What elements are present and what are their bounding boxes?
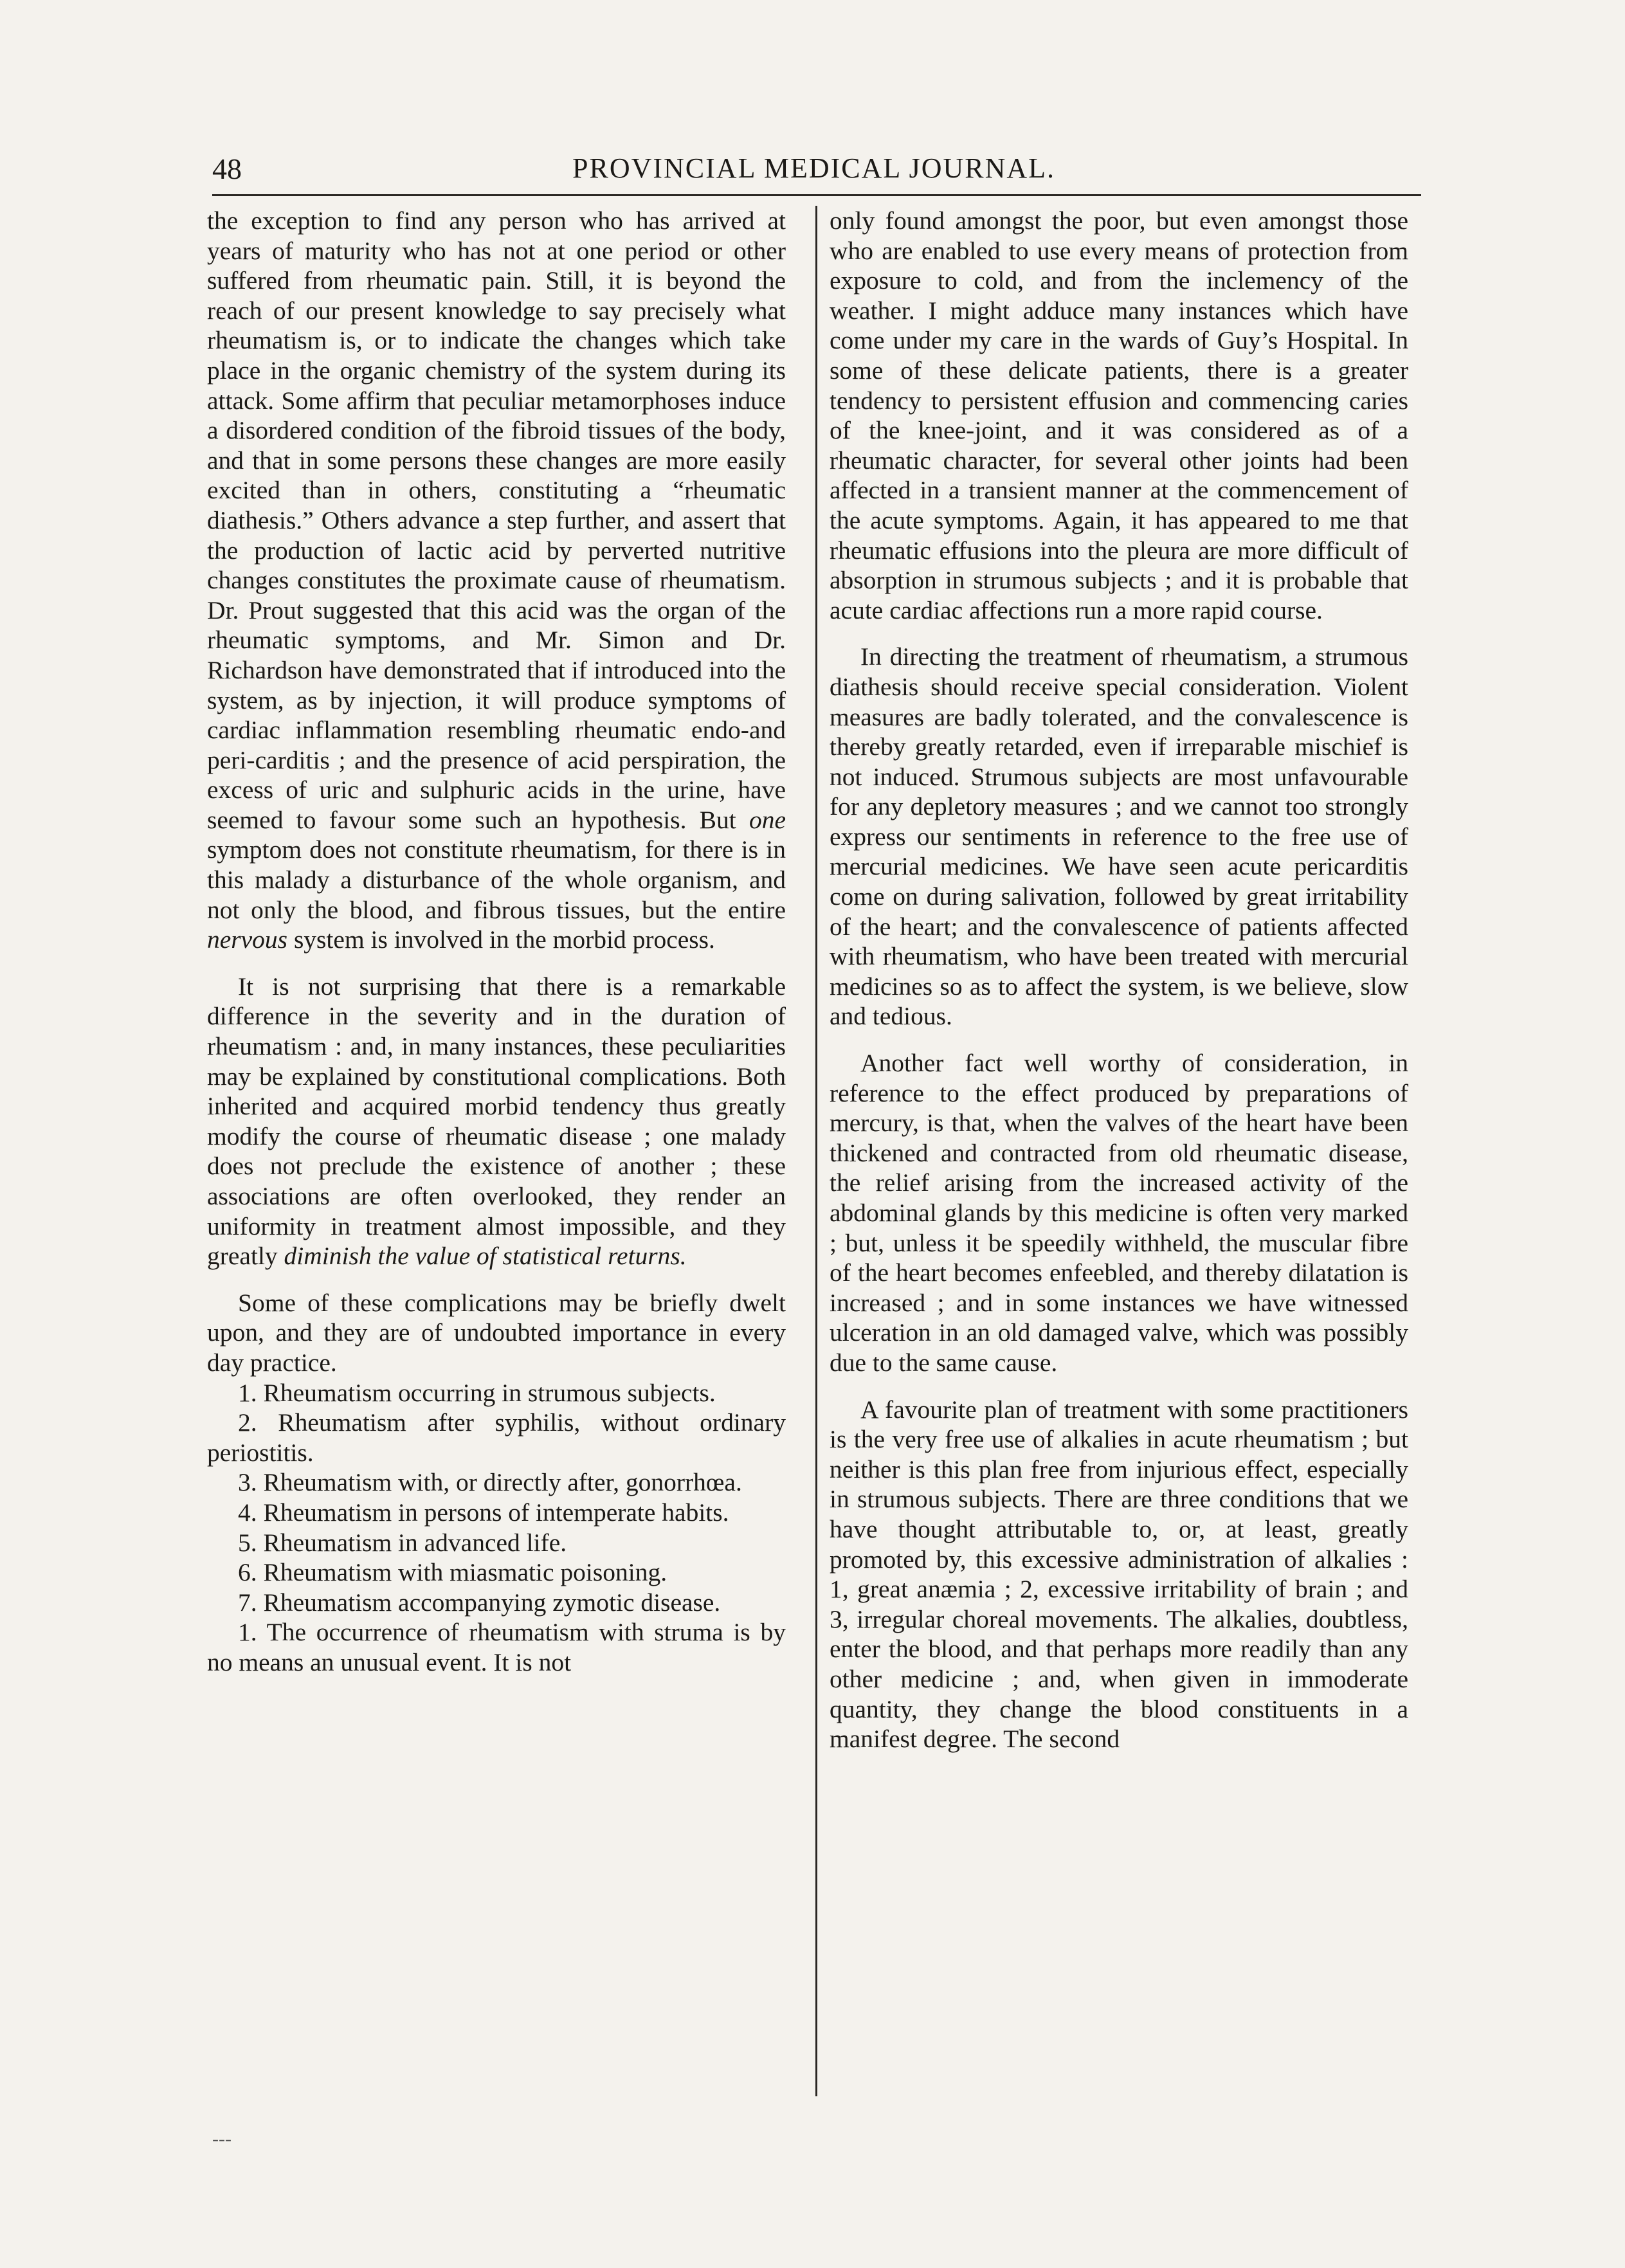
- text-run: symptom does not constitute rheumatism, for there is in this malady a disturbance of the whole organism, and not only the blood, and fibrous tissues, but the entire: [207, 835, 786, 924]
- italic-text: diminish the value of statistical returns.: [284, 1242, 687, 1271]
- running-title: PROVINCIAL MEDICAL JOURNAL.: [572, 152, 1056, 184]
- text-run: system is involved in the morbid process.: [293, 925, 715, 954]
- paragraph: only found amongst the poor, but even amongst those who are enabled to use every means of protection from exposure to cold, and from the inclemency of the weather. I might adduce many instances which have come under my care in the wards of Guy’s Hospital. In some of these delicate patients, there is a greater tendency to persistent effusion and commencing caries of the knee-joint, and it was considered as of a rheumatic character, for several other joints had been affected in a transient manner at the commencement of the acute symptoms. Again, it has appeared to me that rheumatic effusions into the pleura are more difficult of absorption in strumous subjects ; and it is probable that acute cardiac affections run a more rapid course.: [830, 206, 1408, 624]
- list-item: 1. Rheumatism occurring in strumous subjects.: [238, 1378, 716, 1407]
- paragraph: 1. The occurrence of rheumatism with struma is by no means an unusual event. It is not: [207, 1618, 786, 1676]
- italic-text: one: [749, 805, 786, 834]
- page-number: 48: [212, 152, 242, 185]
- footer-mark: ---: [212, 2128, 231, 2150]
- italic-text: nervous: [207, 925, 288, 954]
- left-column: [207, 206, 786, 1678]
- list-item: 3. Rheumatism with, or directly after, gonorrhœa.: [238, 1468, 742, 1497]
- page-header: [212, 147, 1421, 192]
- column-divider: [815, 206, 817, 2096]
- paragraph: [207, 972, 786, 1271]
- right-column: [830, 206, 1408, 1754]
- list-item: 6. Rheumatism with miasmatic poisoning.: [238, 1558, 667, 1587]
- paragraph: Another fact well worthy of consideration, in reference to the effect produced by preparations of mercury, is that, when the valves of the heart have been thickened and contracted from old rheumatic disease, the relief arising from the increased activity of the abdominal glands by this medicine is often very marked ; but, unless it be speedily withheld, the muscular fibre of the heart becomes enfeebled, and thereby dilatation is increased ; and in some instances we have witnessed ulceration in an old damaged valve, which was possibly due to the same cause.: [830, 1049, 1408, 1377]
- paragraph: In directing the treatment of rheumatism, a strumous diathesis should receive special consideration. Violent measures are badly tolerated, and the convalescence is thereby greatly retarded, even if irreparable mischief is not induced. Strumous subjects are most unfavourable for any depletory measures ; and we cannot too strongly express our sentiments in reference to the free use of mercurial medicines. We have seen acute pericarditis come on during salivation, followed by great irritability of the heart; and the convalescence of patients affected with rheumatism, who have been treated with mercurial medicines so as to affect the system, is we believe, slow and tedious.: [830, 642, 1408, 1031]
- paragraph: [207, 206, 786, 955]
- list-item: 2. Rheumatism after syphilis, without ordinary periostitis.: [207, 1408, 786, 1467]
- list-item: 7. Rheumatism accompanying zymotic disease.: [238, 1588, 721, 1617]
- header-rule: [212, 194, 1421, 196]
- text-run: the exception to find any person who has arrived at years of maturity who has not at one period or other suffered from rheumatic pain. Still, it is beyond the reach of our present knowledge to say precisely what rheumatism is, or to indicate the changes which take place in the organic chemistry of the system during its attack. Some affirm that peculiar metamorphoses induce a disordered condition of the fibroid tissues of the body, and that in some persons these changes are more easily excited than in others, constituting a “rheumatic diathesis.” Others advance a step further, and assert that the production of lactic acid by perverted nutritive changes constitutes the proximate cause of rheumatism. Dr. Prout suggested that this acid was the organ of the rheumatic symptoms, and Mr. Simon and Dr. Richardson have demonstrated that if introduced into the system, as by injection, it will produce symptoms of cardiac inflammation resembling rheumatic endo-and peri-carditis ; and the presence of acid perspiration, the excess of uric and sulphuric acids in the urine, have seemed to favour some such an hypothesis. But: [207, 206, 786, 834]
- list-item: 4. Rheumatism in persons of intemperate habits.: [238, 1498, 729, 1527]
- list-item: 5. Rheumatism in advanced life.: [238, 1528, 567, 1557]
- text-run: It is not surprising that there is a remarkable difference in the severity and in the duration of rheumatism : and, in many instances, these peculiarities may be explained by constitutional complications. Both inherited and acquired morbid tendency thus greatly modify the course of rheumatic disease ; one malady does not preclude the existence of another ; these associations are often overlooked, they render an uniformity in treatment almost impossible, and they greatly: [207, 972, 786, 1271]
- paragraph: A favourite plan of treatment with some practitioners is the very free use of alkalies in acute rheumatism ; but neither is this plan free from injurious effect, especially in strumous subjects. There are three conditions that we have thought attributable to, or, at least, greatly promoted by, this excessive administration of alkalies : 1, great anæmia ; 2, excessive irritability of brain ; and 3, irregular choreal movements. The alkalies, doubtless, enter the blood, and that perhaps more readily than any other medicine ; and, when given in immoderate quantity, they change the blood constituents in a manifest degree. The second: [830, 1395, 1408, 1754]
- paragraph: Some of these complications may be briefly dwelt upon, and they are of undoubted importance in every day practice.: [207, 1288, 786, 1377]
